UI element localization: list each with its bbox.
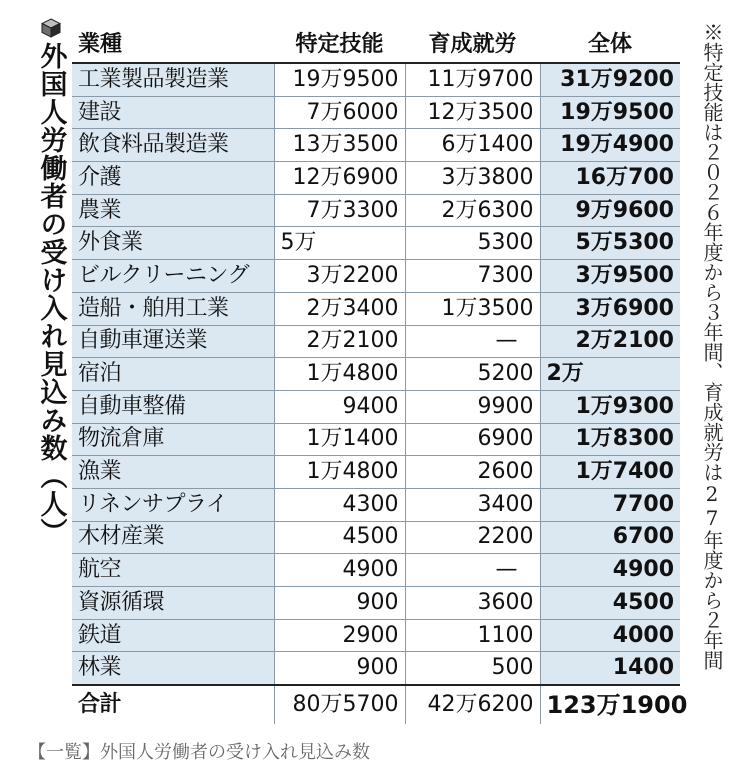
total-ikusei: 42万6200 bbox=[405, 685, 540, 724]
industry-cell: 自動車整備 bbox=[72, 390, 274, 423]
total-cell: 4000 bbox=[540, 619, 680, 652]
industry-cell: 工業製品製造業 bbox=[72, 63, 274, 96]
total-cell: 6700 bbox=[540, 521, 680, 554]
industry-cell: 林業 bbox=[72, 652, 274, 685]
total-cell: 4900 bbox=[540, 554, 680, 587]
ikusei-cell: 2600 bbox=[405, 456, 540, 489]
ikusei-cell: 6万1400 bbox=[405, 129, 540, 162]
vertical-title-block bbox=[34, 18, 68, 546]
tokutei-cell: 2900 bbox=[274, 619, 405, 652]
industry-cell: 造船・舶用工業 bbox=[72, 292, 274, 325]
ikusei-cell: 6900 bbox=[405, 423, 540, 456]
ikusei-cell: 3万3800 bbox=[405, 162, 540, 195]
industry-cell: 飲食料品製造業 bbox=[72, 129, 274, 162]
tokutei-cell: 12万6900 bbox=[274, 162, 405, 195]
tokutei-cell: 900 bbox=[274, 587, 405, 620]
industry-cell: ビルクリーニング bbox=[72, 260, 274, 293]
header-tokutei: 特定技能 bbox=[274, 22, 405, 63]
total-cell: 9万9600 bbox=[540, 194, 680, 227]
table-row bbox=[72, 358, 680, 391]
tokutei-cell: 7万3300 bbox=[274, 194, 405, 227]
ikusei-cell: 9900 bbox=[405, 390, 540, 423]
ikusei-cell: 1100 bbox=[405, 619, 540, 652]
industry-cell: 鉄道 bbox=[72, 619, 274, 652]
table-row bbox=[72, 521, 680, 554]
table-row bbox=[72, 423, 680, 456]
industry-cell: 漁業 bbox=[72, 456, 274, 489]
ikusei-cell: 3600 bbox=[405, 587, 540, 620]
table-row bbox=[72, 129, 680, 162]
table-row bbox=[72, 619, 680, 652]
tokutei-cell: 4500 bbox=[274, 521, 405, 554]
table-row bbox=[72, 325, 680, 358]
table-row bbox=[72, 554, 680, 587]
ikusei-cell: 7300 bbox=[405, 260, 540, 293]
vertical-title: 外国人労働者の受け入れ見込み数（人） bbox=[35, 42, 67, 546]
cube-icon bbox=[41, 18, 61, 38]
caption: 【一覧】外国人労働者の受け入れ見込み数 bbox=[28, 742, 370, 763]
quota-table bbox=[72, 22, 688, 724]
industry-cell: 建設 bbox=[72, 96, 274, 129]
header-ikusei: 育成就労 bbox=[405, 22, 540, 63]
tokutei-cell: 900 bbox=[274, 652, 405, 685]
industry-cell: 資源循環 bbox=[72, 587, 274, 620]
ikusei-cell: 2万6300 bbox=[405, 194, 540, 227]
table-row bbox=[72, 587, 680, 620]
header-industry: 業種 bbox=[72, 22, 274, 63]
header-total: 全体 bbox=[540, 22, 680, 63]
ikusei-cell: 5300 bbox=[405, 227, 540, 260]
industry-cell: 介護 bbox=[72, 162, 274, 195]
table-row bbox=[72, 96, 680, 129]
industry-cell: 農業 bbox=[72, 194, 274, 227]
total-cell: 19万4900 bbox=[540, 129, 680, 162]
table-row bbox=[72, 63, 680, 96]
industry-cell: 外食業 bbox=[72, 227, 274, 260]
tokutei-cell: 1万4800 bbox=[274, 358, 405, 391]
total-cell: 2万 bbox=[540, 358, 680, 391]
tokutei-cell: 9400 bbox=[274, 390, 405, 423]
tokutei-cell: 1万4800 bbox=[274, 456, 405, 489]
total-label: 合計 bbox=[72, 685, 274, 724]
industry-cell: 自動車運送業 bbox=[72, 325, 274, 358]
table-row bbox=[72, 260, 680, 293]
total-tokutei: 80万5700 bbox=[274, 685, 405, 724]
total-cell: 4500 bbox=[540, 587, 680, 620]
ikusei-cell: — bbox=[405, 325, 540, 358]
total-row bbox=[72, 685, 680, 724]
total-cell: 16万700 bbox=[540, 162, 680, 195]
ikusei-cell: — bbox=[405, 554, 540, 587]
table-row bbox=[72, 292, 680, 325]
industry-cell: 航空 bbox=[72, 554, 274, 587]
ikusei-cell: 5200 bbox=[405, 358, 540, 391]
tokutei-cell: 1万1400 bbox=[274, 423, 405, 456]
table-row bbox=[72, 488, 680, 521]
tokutei-cell: 4300 bbox=[274, 488, 405, 521]
tokutei-cell: 2万3400 bbox=[274, 292, 405, 325]
table-row bbox=[72, 194, 680, 227]
table-row bbox=[72, 390, 680, 423]
total-cell: 3万6900 bbox=[540, 292, 680, 325]
industry-cell: リネンサプライ bbox=[72, 488, 274, 521]
header-row bbox=[72, 22, 680, 63]
total-cell: 1万9300 bbox=[540, 390, 680, 423]
side-note: ※特定技能は２０２６年度から３年間、育成就労は27年度から２年間 bbox=[700, 22, 724, 670]
total-cell: 19万9500 bbox=[540, 96, 680, 129]
total-cell: 5万5300 bbox=[540, 227, 680, 260]
tokutei-cell: 5万 bbox=[274, 227, 405, 260]
total-cell: 2万2100 bbox=[540, 325, 680, 358]
table-row bbox=[72, 162, 680, 195]
tokutei-cell: 19万9500 bbox=[274, 63, 405, 96]
total-cell: 31万9200 bbox=[540, 63, 680, 96]
total-cell: 1400 bbox=[540, 652, 680, 685]
total-cell: 3万9500 bbox=[540, 260, 680, 293]
industry-cell: 物流倉庫 bbox=[72, 423, 274, 456]
table-row bbox=[72, 456, 680, 489]
ikusei-cell: 11万9700 bbox=[405, 63, 540, 96]
industry-cell: 宿泊 bbox=[72, 358, 274, 391]
industry-cell: 木材産業 bbox=[72, 521, 274, 554]
table-row bbox=[72, 652, 680, 685]
ikusei-cell: 2200 bbox=[405, 521, 540, 554]
ikusei-cell: 12万3500 bbox=[405, 96, 540, 129]
total-cell: 1万8300 bbox=[540, 423, 680, 456]
tokutei-cell: 2万2100 bbox=[274, 325, 405, 358]
total-cell: 1万7400 bbox=[540, 456, 680, 489]
tokutei-cell: 4900 bbox=[274, 554, 405, 587]
tokutei-cell: 13万3500 bbox=[274, 129, 405, 162]
tokutei-cell: 7万6000 bbox=[274, 96, 405, 129]
tokutei-cell: 3万2200 bbox=[274, 260, 405, 293]
total-all: 123万1900 bbox=[540, 685, 680, 724]
ikusei-cell: 3400 bbox=[405, 488, 540, 521]
table-row bbox=[72, 227, 680, 260]
ikusei-cell: 500 bbox=[405, 652, 540, 685]
total-cell: 7700 bbox=[540, 488, 680, 521]
ikusei-cell: 1万3500 bbox=[405, 292, 540, 325]
